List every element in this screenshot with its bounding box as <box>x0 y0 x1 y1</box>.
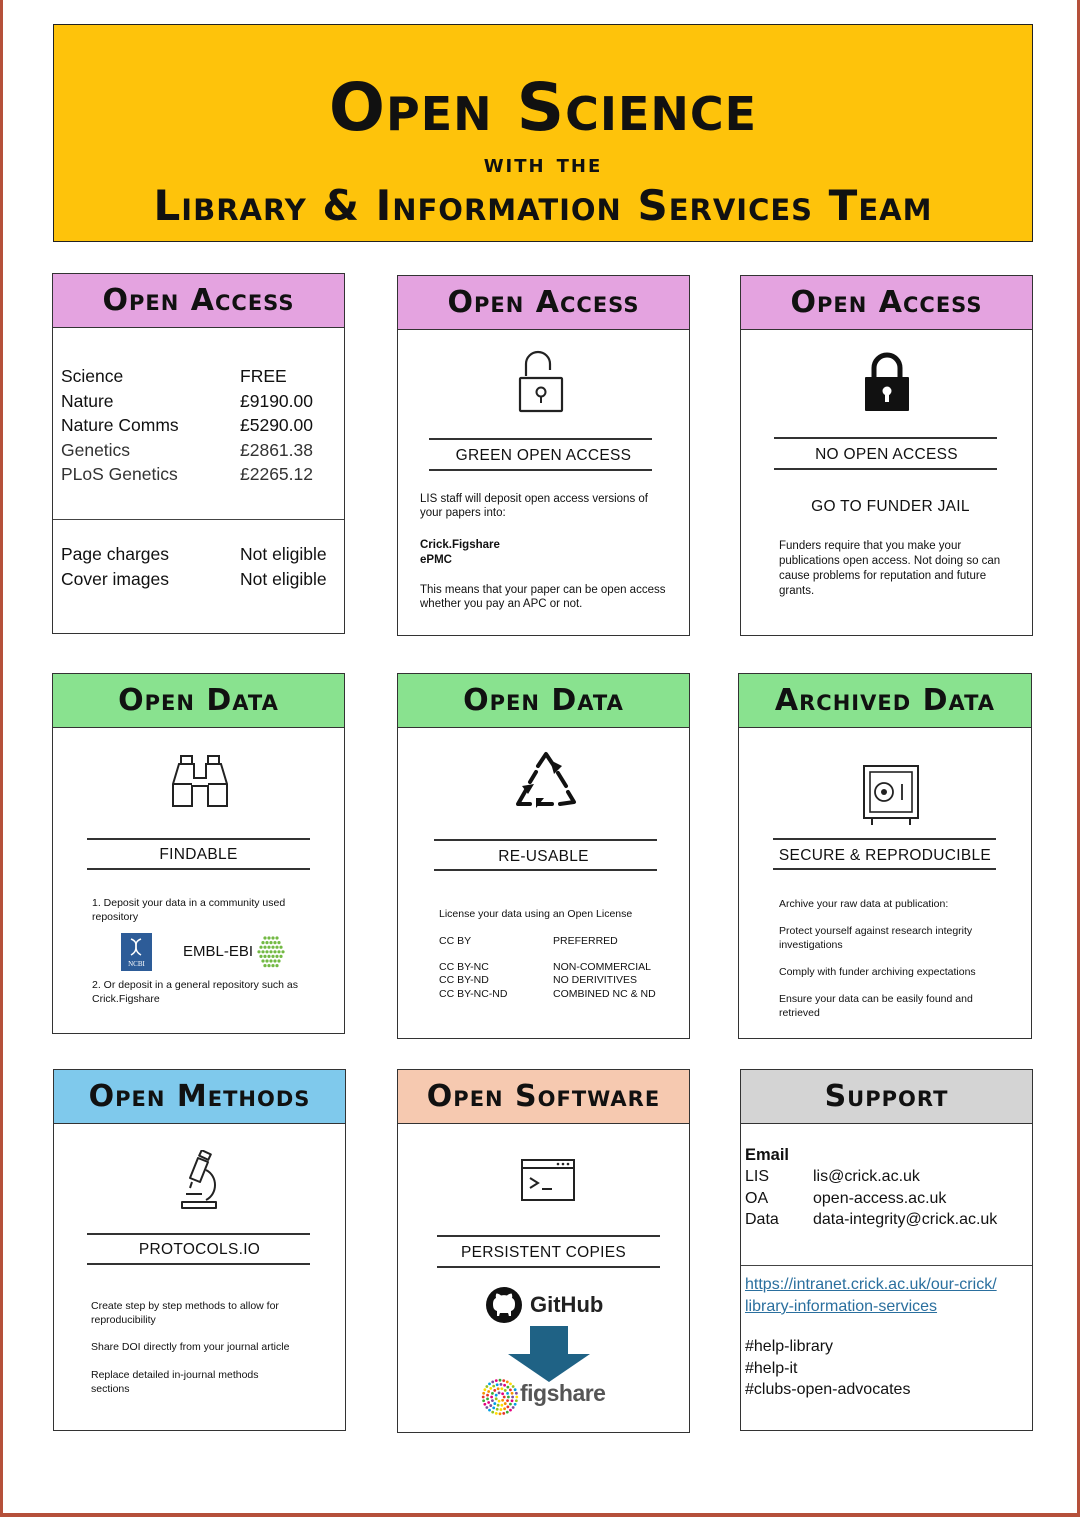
journal-cost: £2861.38 <box>240 439 313 460</box>
ncbi-logo <box>121 933 152 971</box>
license-code: CC BY <box>439 935 472 947</box>
table-row <box>61 438 346 463</box>
card-label: FINDABLE <box>159 846 238 863</box>
journal-name: Nature <box>61 390 114 411</box>
title-banner <box>53 24 1033 242</box>
repo-epmc: ePMC <box>420 554 452 566</box>
card-header: Open Access <box>398 276 689 330</box>
findable-step-1: 1. Deposit your data in a community used repository <box>92 897 286 923</box>
method-point: Replace detailed in-journal methods sections <box>91 1369 259 1395</box>
microscope-icon <box>178 1150 222 1210</box>
unlocked-padlock-icon <box>518 348 564 414</box>
open-access-apc-card <box>52 273 345 634</box>
green-intro: LIS staff will deposit open access versions of your papers into: <box>420 493 648 519</box>
divider <box>773 838 996 840</box>
archived-data-card <box>738 673 1032 1039</box>
embl-ebi-logo-icon <box>256 935 286 969</box>
recycle-icon <box>514 750 578 810</box>
extra-status: Not eligible <box>240 569 327 589</box>
divider <box>87 1233 310 1235</box>
funder-jail-text: GO TO FUNDER JAIL <box>811 498 970 515</box>
github-logo-icon <box>485 1286 523 1324</box>
contact-email[interactable]: open-access.ac.uk <box>813 1190 947 1207</box>
no-oa-text: Funders require that you make your publications open access. Not doing so can cause problems for reputation and future grants. <box>779 540 1001 597</box>
divider <box>429 438 652 440</box>
embl-ebi-label: EMBL-EBI <box>183 943 254 960</box>
contact-team: OA <box>745 1190 769 1207</box>
table-row <box>61 364 346 389</box>
card-label: RE-USABLE <box>498 848 589 865</box>
license-code: CC BY-ND <box>439 974 489 986</box>
journal-cost: £2265.12 <box>240 464 313 484</box>
card-header: Open Data <box>398 674 689 728</box>
email-heading: Email <box>745 1146 790 1164</box>
divider <box>774 437 997 439</box>
locked-padlock-icon <box>864 350 910 412</box>
divider <box>741 1265 1032 1266</box>
card-header: Open Software <box>398 1070 689 1124</box>
table-row <box>61 462 346 487</box>
card-label: NO OPEN ACCESS <box>815 446 958 463</box>
journal-name: PLoS Genetics <box>61 464 178 484</box>
card-header: Open Methods <box>54 1070 345 1124</box>
table-row <box>61 413 346 438</box>
figshare-wordmark: figshare <box>520 1380 606 1406</box>
binoculars-icon <box>171 754 229 808</box>
open-data-reusable-card <box>397 673 690 1039</box>
license-code: CC BY-NC-ND <box>439 988 508 1000</box>
banner-title: Open Science <box>328 69 758 146</box>
table-row <box>61 389 346 414</box>
repo-figshare: Crick.Figshare <box>420 539 500 551</box>
slack-channel: #help-it <box>745 1360 798 1377</box>
safe-icon <box>862 764 920 828</box>
journal-cost: £9190.00 <box>240 390 313 411</box>
method-point: Share DOI directly from your journal article <box>91 1341 290 1353</box>
card-header: Open Access <box>53 274 344 328</box>
apc-table <box>61 364 346 487</box>
journal-cost: £5290.00 <box>240 415 313 435</box>
divider <box>87 1263 310 1265</box>
card-header: Open Access <box>741 276 1032 330</box>
arrow-down-icon <box>508 1326 590 1382</box>
divider <box>773 868 996 870</box>
figshare-logo-icon <box>481 1378 519 1416</box>
terminal-window-icon <box>520 1158 576 1202</box>
reusable-intro: License your data using an Open License <box>439 908 633 920</box>
divider <box>87 838 310 840</box>
journal-name: Science <box>61 366 124 386</box>
findable-step-2: 2. Or deposit in a general repository such as Crick.Figshare <box>92 979 299 1005</box>
extras-table <box>61 542 346 592</box>
journal-name: Genetics <box>61 439 131 460</box>
contact-team: LIS <box>745 1168 770 1185</box>
divider <box>774 468 997 470</box>
license-meaning: NON-COMMERCIAL <box>553 961 652 973</box>
card-header: Archived Data <box>739 674 1031 728</box>
support-card <box>740 1069 1033 1431</box>
open-data-findable-card <box>52 673 345 1034</box>
contact-email[interactable]: lis@crick.ac.uk <box>813 1168 920 1185</box>
divider <box>437 1235 660 1237</box>
extra-item: Cover images <box>61 569 169 589</box>
table-row <box>61 542 346 567</box>
archive-point: Ensure your data can be easily found and retrieved <box>779 993 973 1019</box>
extra-status: Not eligible <box>240 544 327 564</box>
open-methods-card <box>53 1069 346 1431</box>
slack-channel: #clubs-open-advocates <box>745 1381 911 1398</box>
card-label: PROTOCOLS.IO <box>138 1241 261 1258</box>
extra-item: Page charges <box>61 544 169 564</box>
archive-point: Comply with funder archiving expectations <box>779 966 976 978</box>
card-label: PERSISTENT COPIES <box>460 1244 627 1261</box>
divider <box>87 868 310 870</box>
method-point: Create step by step methods to allow for reproducibility <box>91 1300 279 1326</box>
card-label: SECURE & REPRODUCIBLE <box>778 847 992 864</box>
contact-team: Data <box>745 1211 779 1228</box>
journal-cost: FREE <box>240 366 287 386</box>
license-meaning: PREFERRED <box>553 935 618 947</box>
slack-channel: #help-library <box>745 1338 834 1355</box>
license-meaning: COMBINED NC & ND <box>553 988 656 1000</box>
card-header: Open Data <box>53 674 344 728</box>
archive-point: Archive your raw data at publication: <box>779 898 949 910</box>
divider <box>437 1266 660 1268</box>
license-meaning: NO DERIVITIVES <box>553 974 638 986</box>
card-label: GREEN OPEN ACCESS <box>455 447 632 464</box>
divider <box>429 469 652 471</box>
ncbi-helix-icon <box>121 935 152 959</box>
divider <box>434 839 657 841</box>
license-code: CC BY-NC <box>439 961 489 973</box>
card-header: Support <box>741 1070 1032 1124</box>
github-wordmark: GitHub <box>530 1292 604 1317</box>
divider <box>53 519 344 520</box>
banner-subtitle: with the <box>483 149 603 179</box>
green-open-access-card <box>397 275 690 636</box>
no-open-access-card <box>740 275 1033 636</box>
journal-name: Nature Comms <box>61 415 179 435</box>
banner-team: Library & Information Services Team <box>153 181 933 230</box>
table-row <box>61 567 346 592</box>
contact-email[interactable]: data-integrity@crick.ac.uk <box>813 1211 998 1228</box>
intranet-link[interactable]: https://intranet.crick.ac.uk/our-crick/library-information-services <box>745 1276 997 1315</box>
archive-point: Protect yourself against research integrity investigations <box>779 925 973 951</box>
ncbi-label: NCBI <box>128 960 145 968</box>
green-note: This means that your paper can be open access whether you pay an APC or not. <box>420 584 666 610</box>
divider <box>434 869 657 871</box>
open-software-card <box>397 1069 690 1433</box>
